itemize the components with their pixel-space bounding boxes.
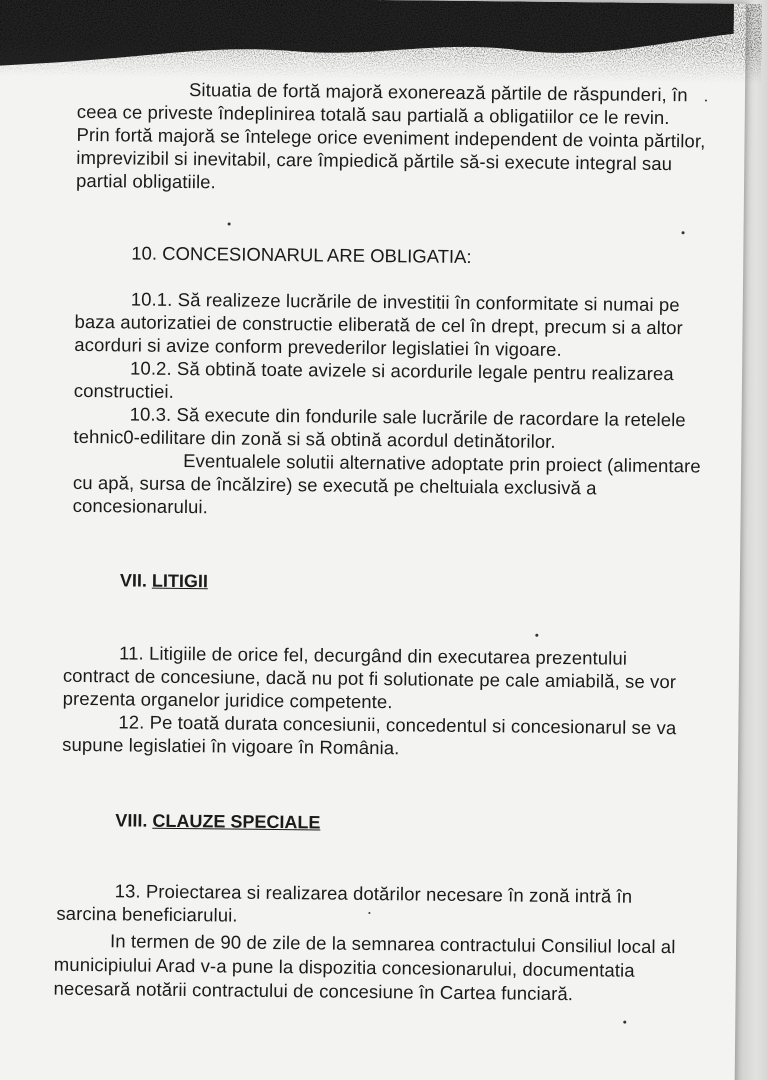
section-10-line: 10.1. Să realizeze lucrările de investitii în conformitate si numai pe [130,288,680,316]
intro-line: ceea ce priveste îndeplinirea totală sau partială a obligatiilor ce le revin. [76,100,670,129]
section-10-line: tehnic0-edilitare din zonă si să obtină acordul detinătorilor. [73,425,556,452]
section-8-line: 13. Proiectarea si realizarea dotărilor necesare în zonă intră în [114,880,633,907]
scan-speck [228,222,231,225]
section-7-line: supune legislatiei în vigoare în România. [62,733,400,759]
section-10-line: baza autorizatiei de constructie eliberată de cel în drept, precum si a altor [74,310,683,339]
section-10-line: 10.3. Să execute din fondurile sale lucrările de racordare la retelele [129,403,686,431]
section-10-line: 10.2. Să obtină toate avizele si acordurile legale pentru realizarea [130,357,674,385]
section-7-line: contract de concesiune, dacă nu pot fi solutionate pe cale amiabilă, se vor [62,664,677,693]
section-10-heading: 10. CONCESIONARUL ARE OBLIGATIA: [131,242,472,268]
intro-line: Situatia de fortă majoră exonerează părtile de răspunderi, în [188,79,688,106]
toner-smudge [0,0,762,84]
scan-speck [705,99,707,101]
section-8-title: CLAUZE SPECIALE [152,810,321,833]
intro-line: imprevizibil si inevitabil, care împiedică părtile să-si execute integral sau [76,146,673,175]
section-10-line: constructiei. [73,379,174,402]
section-7-line: 11. Litigiile de orice fel, decurgând din executarea prezentului [119,642,628,669]
intro-line: Prin fortă majoră se întelege orice eveniment independent de vointa părtilor, [76,123,706,152]
section-7-line: 12. Pe toată durata concesiunii, concedentul si concesionarul se va [118,711,677,739]
section-8-line: necesară notării contractului de concesiune în Cartea funciară. [53,977,574,1005]
section-10-line: acorduri si avize conform prevederilor legislatiei în vigoare. [74,333,562,360]
section-8-line: municipiului Arad v-a pune la dispozitia concesionarului, documentatia [53,953,635,981]
section-7-line: prezenta organelor juridice competente. [62,687,393,713]
intro-line: partial obligatiile. [75,169,216,193]
section-10-line: cu apă, sursa de încălzire) se execută pe cheltuiala exclusivă a [72,471,597,499]
scan-speck [535,634,538,637]
section-8-number: VIII. [115,810,148,831]
section-8-line: sarcina beneficiarului. [56,902,238,926]
section-10-line: concesionarului. [72,494,209,518]
section-7-number: VII. [119,570,148,591]
scan-speck [623,1021,626,1024]
section-10-line: Eventualele solutii alternative adoptate prin proiect (alimentare [183,450,701,477]
section-7-title: LITIGII [151,570,209,592]
section-8-line: In termen de 90 de zile de la semnarea contractului Consiliul local al [110,930,676,958]
scan-speck [682,231,685,234]
section-8-heading [115,809,320,834]
section-7-heading [120,569,208,593]
scan-speck [368,912,370,914]
